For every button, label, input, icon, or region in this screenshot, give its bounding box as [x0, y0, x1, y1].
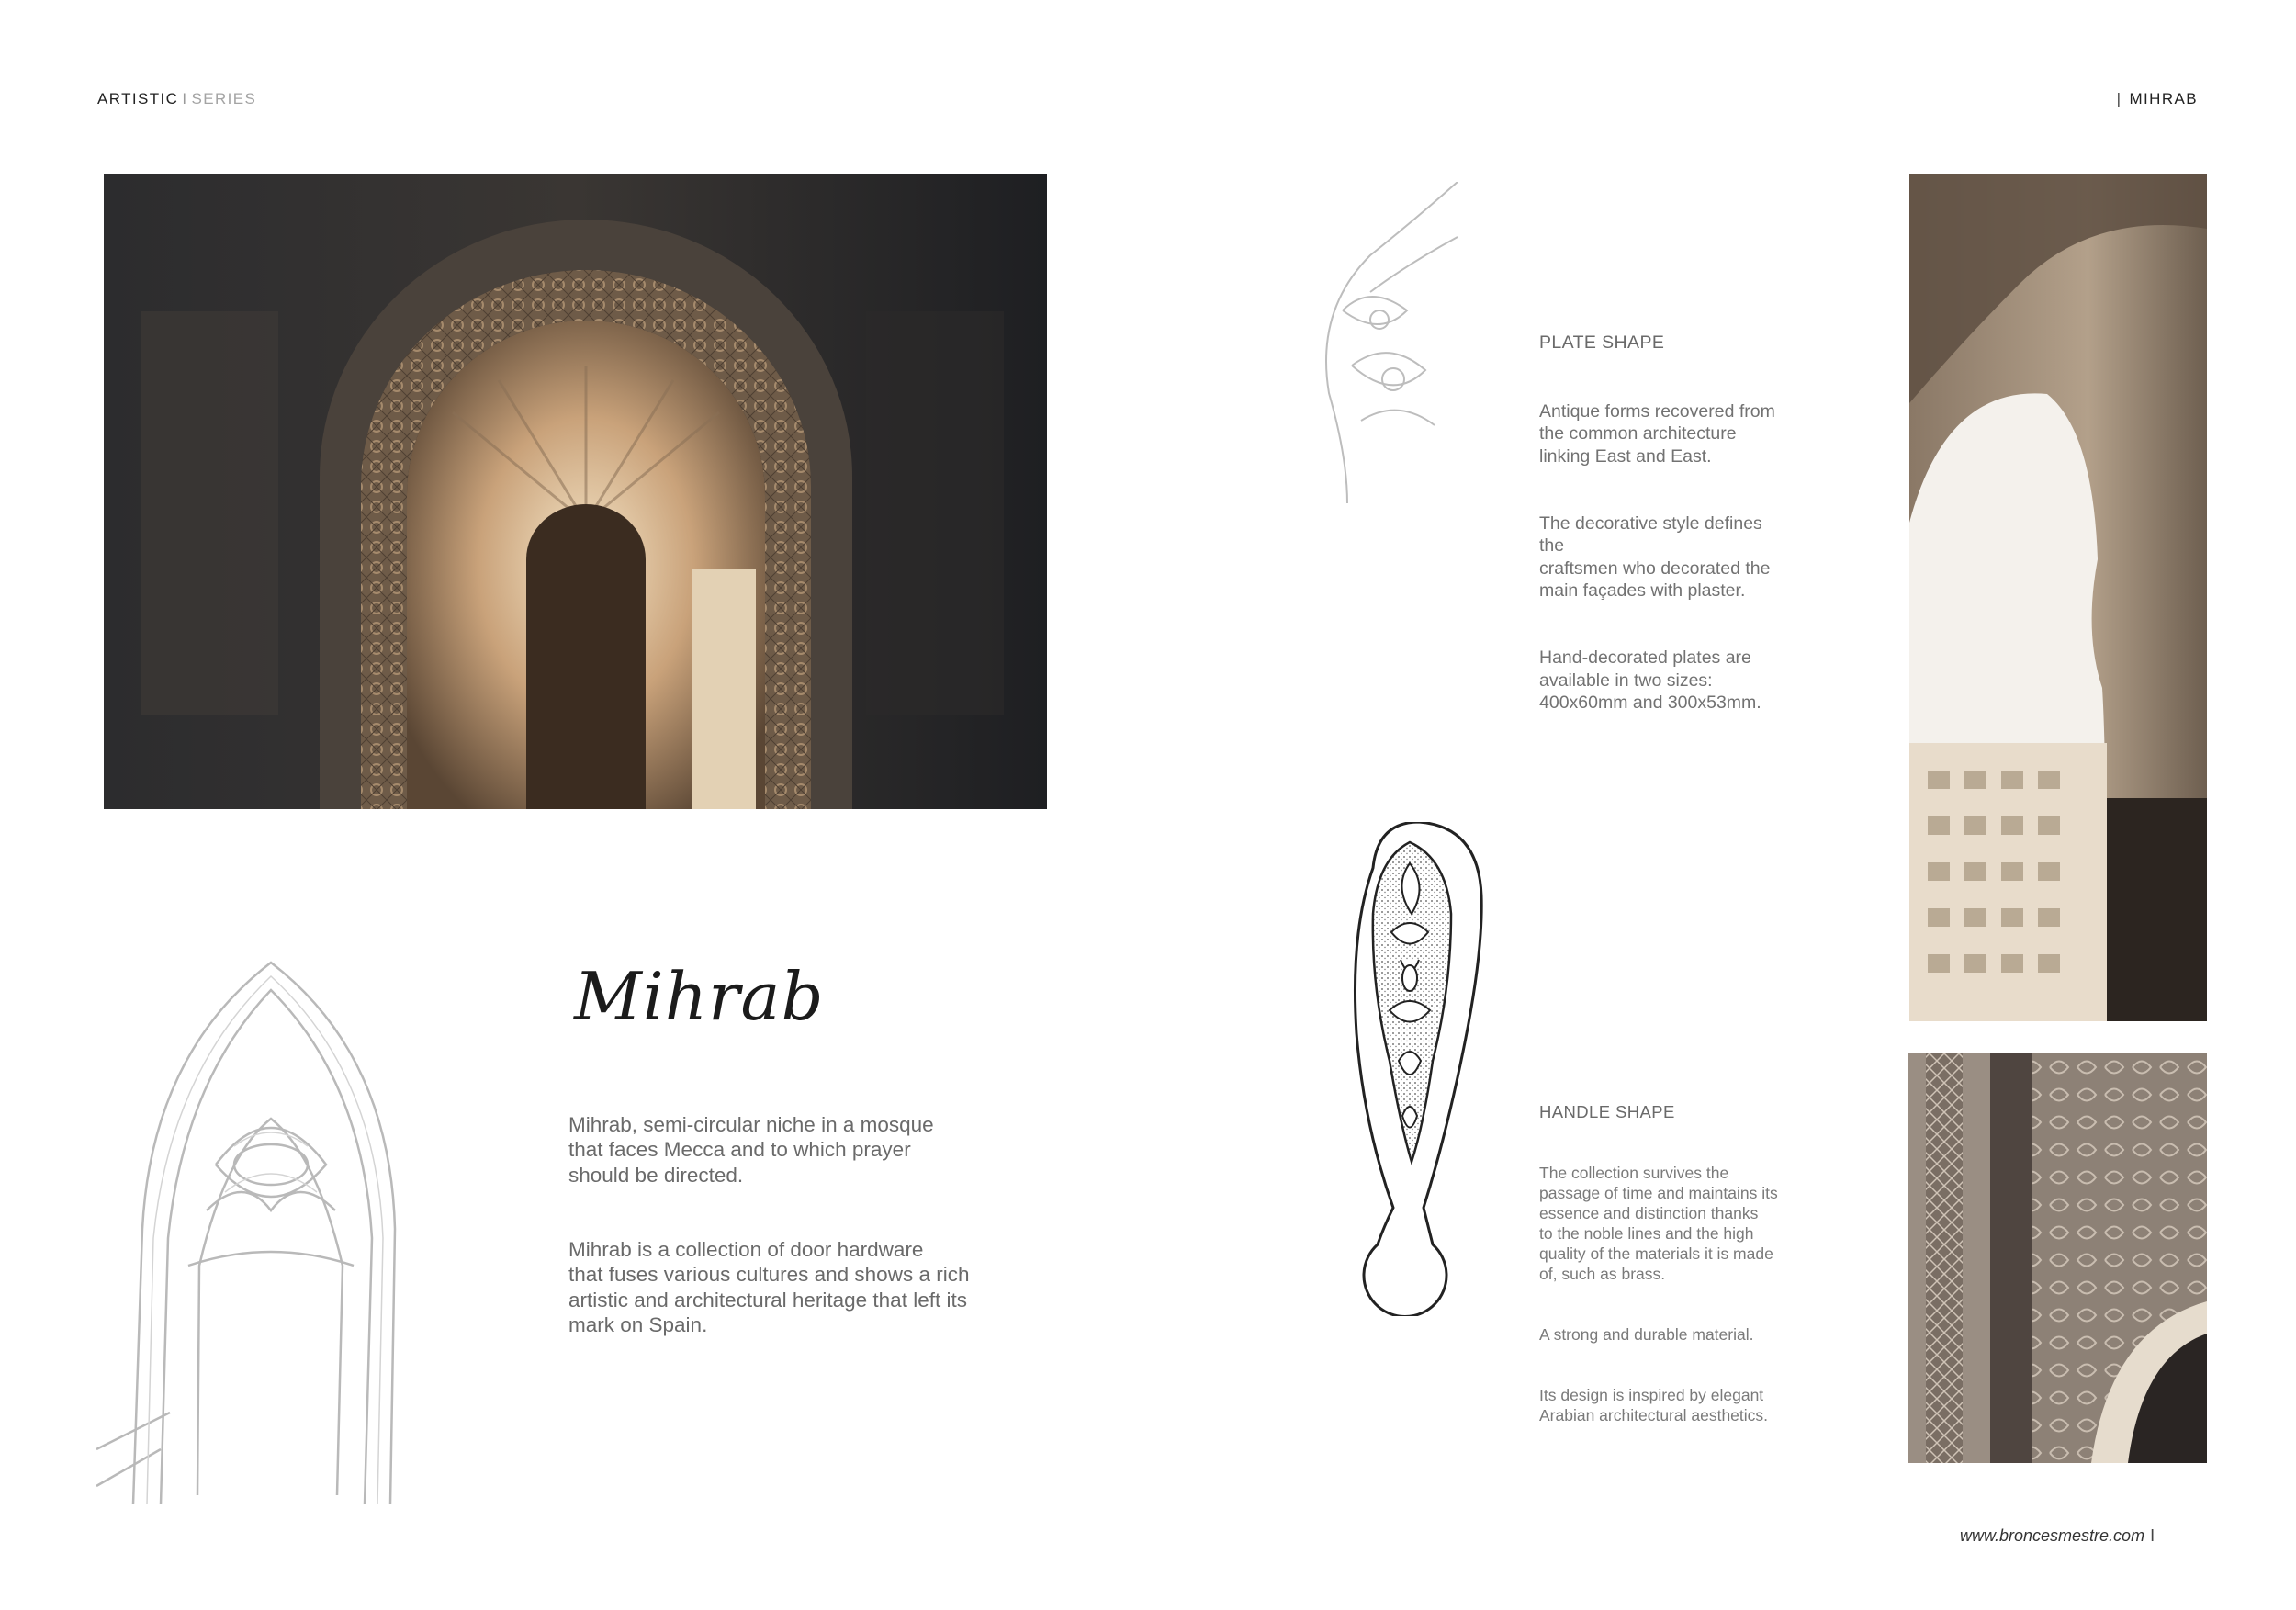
brand-label: ARTISTIC [97, 90, 179, 107]
pencil-sketch-arch [96, 935, 441, 1512]
arch-with-building-photo [1909, 174, 2207, 1021]
pencil-sketch-plate [1306, 182, 1460, 503]
header-separator-right: | [2116, 90, 2122, 107]
handle-paragraph: The collection survives the passage of time and maintains its essence and distinction thanks to the noble lines and the high quality of the materials it is made of, such as brass. [1539, 1164, 1778, 1283]
collection-title: Mihrab [574, 958, 825, 1035]
collection-description [568, 1086, 1046, 1387]
plate-paragraph: Antique forms recovered from the common architecture linking East and East. [1539, 400, 1775, 467]
handle-description [1539, 1143, 1824, 1466]
collection-paragraph: Mihrab is a collection of door hardware that fuses various cultures and shows a rich artistic and architectural heritage that left its mark on Spain. [568, 1237, 970, 1336]
handle-paragraph: Its design is inspired by elegant Arabian architectural aesthetics. [1539, 1386, 1769, 1424]
collection-name: MIHRAB [2129, 90, 2198, 107]
header-collection-label [2117, 90, 2198, 108]
plate-description [1539, 377, 1824, 759]
plate-paragraph: The decorative style defines the craftsmen who decorated the main façades with plaster. [1539, 512, 1771, 601]
plate-paragraph: Hand-decorated plates are available in two sizes: 400x60mm and 300x53mm. [1539, 647, 1761, 713]
mihrab-arch-photo [104, 174, 1047, 809]
carved-stone-arch-photo [1908, 1053, 2207, 1463]
footer-website[interactable] [1960, 1526, 2155, 1546]
series-label: SERIES [191, 90, 257, 107]
handle-line-drawing [1336, 822, 1483, 1316]
footer-separator: I [2150, 1526, 2155, 1545]
plate-heading: PLATE SHAPE [1539, 332, 1665, 353]
header-series-label [97, 90, 256, 108]
handle-heading: HANDLE SHAPE [1539, 1102, 1675, 1121]
website-link[interactable]: www.broncesmestre.com [1960, 1526, 2145, 1545]
header-separator: I [182, 90, 188, 107]
collection-paragraph: Mihrab, semi-circular niche in a mosque that faces Mecca and to which prayer should be directed. [568, 1112, 934, 1187]
handle-paragraph: A strong and durable material. [1539, 1325, 1754, 1344]
